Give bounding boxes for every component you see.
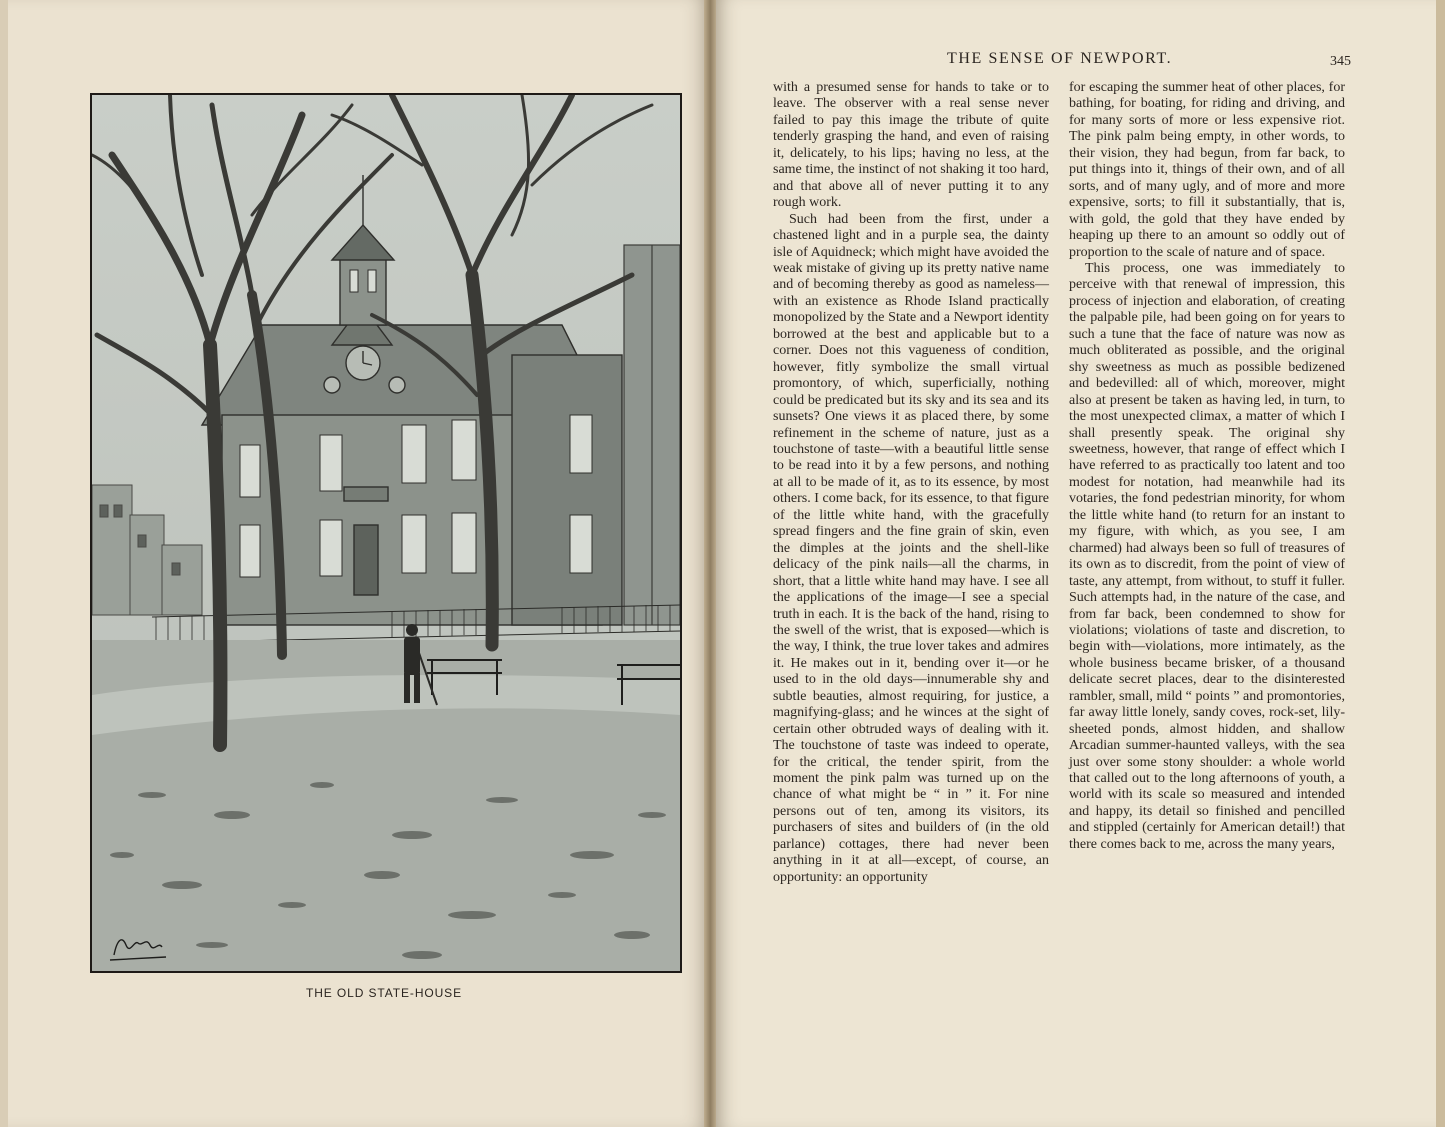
left-page (8, 0, 710, 1127)
page-number: 345 (1330, 54, 1351, 69)
page-edge (1436, 0, 1445, 1127)
paragraph: Such had been from the first, under a chastened light and in a purple sea, the dainty isle of Aquidneck; which might have avoided the weak mistake of giving up its pretty native name and of becoming thereby as good as nameless—with an existence as Rhode Island practically monopolized by the State and a Newport identity borrowed at the best and applicable but to a corner. Does not this vagueness of condition, however, fitly symbolize the small virtual promontory, of which, superficially, nothing could be predicated but its sky and its sea and its sunsets? One views it as placed there, by some refinement in the scheme of nature, just as a touchstone of taste—with a beautiful little sense to be read into it by a few persons, and nothing at all to be made of it, as to its essence, by most others. I come back, for its essence, to that figure of the little white hand, with the gracefully spread fingers and the fine grain of skin, even the dimples at the joints and the shell-like delicacy of the pink nails—all the charms, in short, that a little white hand may have. I see all the applications of the image—I see a special truth in each. It is the back of the hand, rising to the swell of the wrist, that is exposed—which is the way, I think, the true lover takes and admires it. He makes out in it, bending over it—or he used to in the old days—innumerable shy and subtle beauties, almost requiring, for justice, a magnifying-glass; and he winces at the sight of certain other obtruded ways of dealing with it. The touchstone of taste was indeed to operate, for the critical, the tender spirit, from the moment the pink palm was turned up on the chance of what might be “ in ” it. For nine persons out of ten, among its visitors, its purchasers of sites and builders of (in the old parlance) cottages, there had never been anything in it at all—except, of course, an opportunity: an opportunity (773, 211, 1049, 885)
paragraph: for escaping the summer heat of other places, for bathing, for boating, for riding and driving, and for many sorts of more or less expensive riot. The pink palm being empty, in other words, to their vision, they had begun, from far back, to put things into it, things of their own, and of all sorts, and of many ugly, and of more and more expensive, sorts; to fill it substantially, that is, with gold, the gold that they have ended by heaping up there to an amount so oddly out of proportion to the scale of nature and of space. (1069, 80, 1345, 260)
paragraph: with a presumed sense for hands to take or to leave. The observer with a real sense never failed to pay this image the tribute of quite tenderly grasping the hand, and even of raising it, delicately, to his lips; having no less, at the same time, the instinct of not shaking it too hard, and that above all of never putting it to any rough work. (773, 80, 1049, 211)
illustration-caption: THE OLD STATE-HOUSE (305, 986, 462, 1000)
text-column-right (1069, 80, 1345, 853)
running-head: THE SENSE OF NEWPORT. (947, 50, 1173, 67)
text-column-left (773, 80, 1049, 886)
paragraph: This process, one was immediately to perceive with that renewal of impression, this process of injection and elaboration, of creating the palpable pile, had been going on for years to such a tune that the face of nature was now as much obliterated as possible, and the original shy sweetness as much as possible bedizened and bedevilled: all of which, moreover, might also at present be taken as having led, in turn, to the most unexpected climax, a matter of which I shall presently speak. The original shy sweetness, however, that range of effect which I have referred to as practically too latent and too modest for notation, had meanwhile had its votaries, the fond pedestrian minority, for whom the little white hand (to return for an instant to my figure, with which, as you see, I am charmed) had always been so full of treasures of its own as to discredit, from the point of view of taste, any attempt, from without, to stuff it fuller. Such attempts had, in the nature of the case, and from far back, been condemned to show for violations; violations of taste and discretion, to begin with—violations, more intimately, as the whole business became brisker, of a thousand delicate secret places, dear to the disinterested rambler, small, mild “ points ” and promontories, far away little lonely, sandy coves, rock-set, lily-sheeted ponds, almost hidden, and shallow Arcadian summer-haunted valleys, with the sea just over some stony shoulder: a whole world that called out to the long afternoons of youth, a world with its scale so measured and intended and happy, its detail so finished and pencilled and stippled (certainly for American detail!) that there comes back to me, across the many years, (1069, 260, 1345, 852)
right-building (624, 245, 680, 625)
state-house-engraving (92, 95, 680, 971)
illustration-plate (90, 93, 682, 973)
